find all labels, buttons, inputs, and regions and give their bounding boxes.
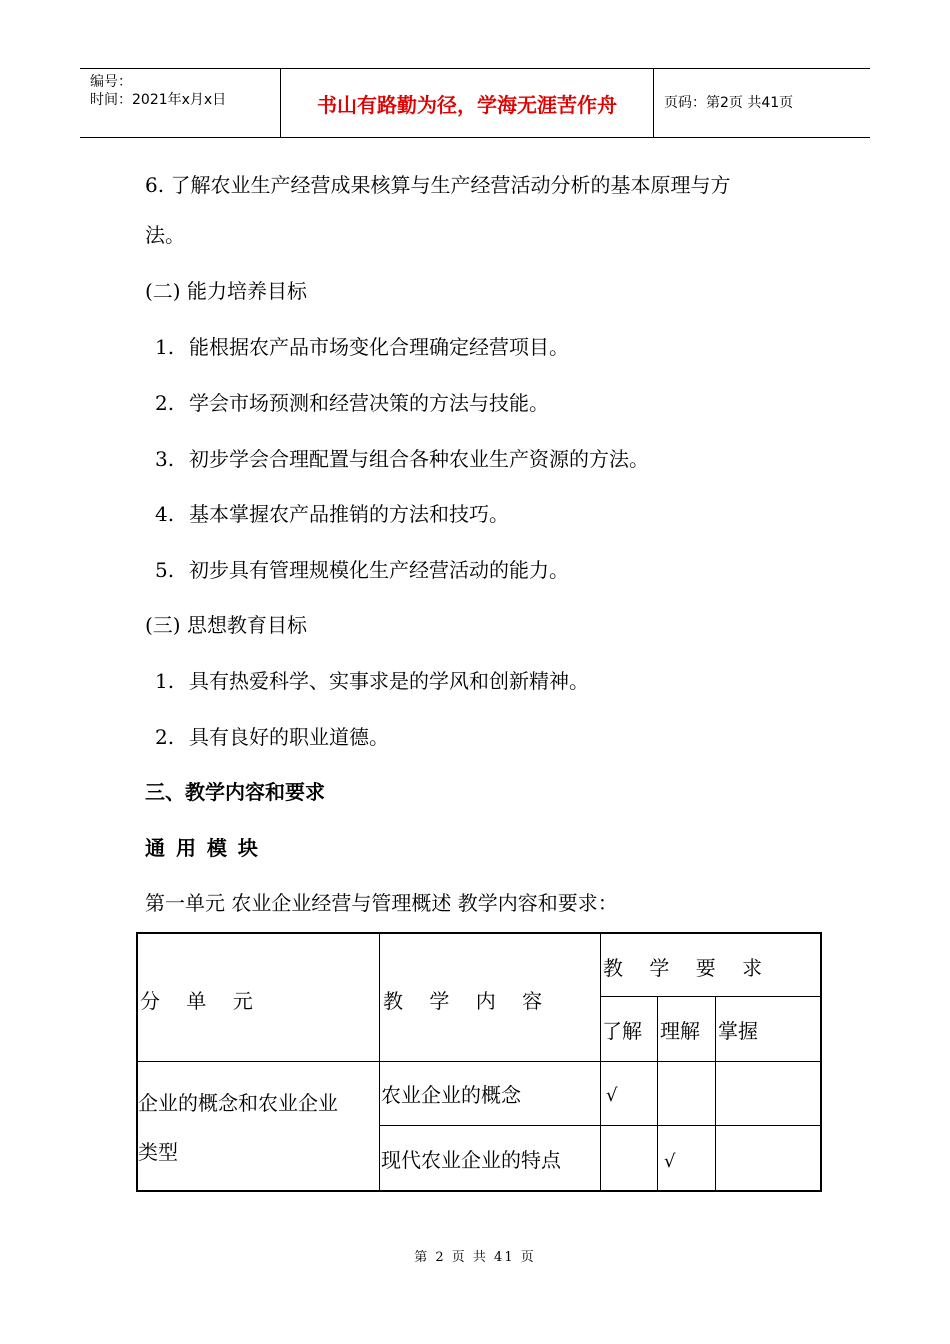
table-cell-content: 农业企业的概念 (381, 1083, 521, 1107)
list-item-number: 1. (155, 335, 175, 359)
list-item-number: 3. (155, 447, 175, 471)
table-cell-check: √ (606, 1085, 618, 1106)
header-motto-cell (281, 69, 654, 137)
list-item (155, 390, 549, 416)
list-item-number: 4. (155, 502, 175, 526)
list-item-text: 具有热爱科学、实事求是的学风和创新精神。 (189, 669, 589, 693)
header-page-cell (654, 69, 870, 137)
chapter-heading: 三、教学内容和要求 (145, 780, 325, 804)
table-header-level-understand: 了解 (602, 1019, 642, 1043)
list-item-text: 基本掌握农产品推销的方法和技巧。 (189, 502, 509, 526)
table-row-group-label: 企业的概念和农业企业 (138, 1091, 338, 1115)
list-item-text: 能根据农产品市场变化合理确定经营项目。 (189, 335, 569, 359)
table-header-requirements: 教 学 要 求 (603, 956, 773, 980)
table-divider (379, 1125, 820, 1126)
list-item-number: 5. (155, 558, 175, 582)
list-item (155, 724, 389, 750)
document-number-label: 编号： (90, 74, 132, 90)
unit-heading: 第一单元 农业企业经营与管理概述 教学内容和要求： (145, 891, 618, 915)
document-date-label: 时间：2021年x月x日 (90, 92, 227, 108)
table-header-level-comprehend: 理解 (660, 1019, 700, 1043)
table-cell-check: √ (664, 1151, 676, 1172)
list-item (155, 501, 509, 527)
list-item (155, 446, 649, 472)
table-cell-content: 现代农业企业的特点 (381, 1148, 561, 1172)
requirements-table (136, 932, 820, 1190)
list-item-number: 1. (155, 669, 175, 693)
list-item-text: 具有良好的职业道德。 (189, 725, 389, 749)
list-item-number: 2. (155, 391, 175, 415)
list-item-text: 初步具有管理规模化生产经营活动的能力。 (189, 558, 569, 582)
list-item-text: 学会市场预测和经营决策的方法与技能。 (189, 391, 549, 415)
list-item (155, 668, 589, 694)
page-footer: 第 2 页 共 41 页 (414, 1250, 536, 1265)
table-row-group-label: 类型 (138, 1140, 178, 1164)
table-header-level-master: 掌握 (718, 1019, 758, 1043)
header-meta-cell (80, 69, 281, 137)
table-header-content: 教 学 内 容 (383, 989, 553, 1013)
paragraph-6-line-2: 法。 (145, 223, 185, 247)
paragraph-6-line-1: 6. 了解农业生产经营成果核算与生产经营活动分析的基本原理与方 (145, 173, 731, 197)
list-item (155, 334, 569, 360)
table-divider (715, 996, 716, 1190)
list-item (155, 557, 569, 583)
header-motto: 书山有路勤为径，学海无涯苦作舟 (317, 92, 617, 117)
section-ability-title: (二) 能力培养目标 (145, 279, 307, 303)
page-header (80, 68, 870, 138)
list-item-text: 初步学会合理配置与组合各种农业生产资源的方法。 (189, 447, 649, 471)
section-ideology-title: (三) 思想教育目标 (145, 613, 307, 637)
table-header-subunit: 分 单 元 (140, 989, 263, 1013)
module-heading: 通 用 模 块 (145, 836, 260, 860)
table-divider (657, 996, 658, 1190)
table-divider (600, 996, 820, 997)
list-item-number: 2. (155, 725, 175, 749)
table-divider (136, 1061, 820, 1062)
header-page-info: 页码：第2页 共41页 (664, 95, 794, 111)
